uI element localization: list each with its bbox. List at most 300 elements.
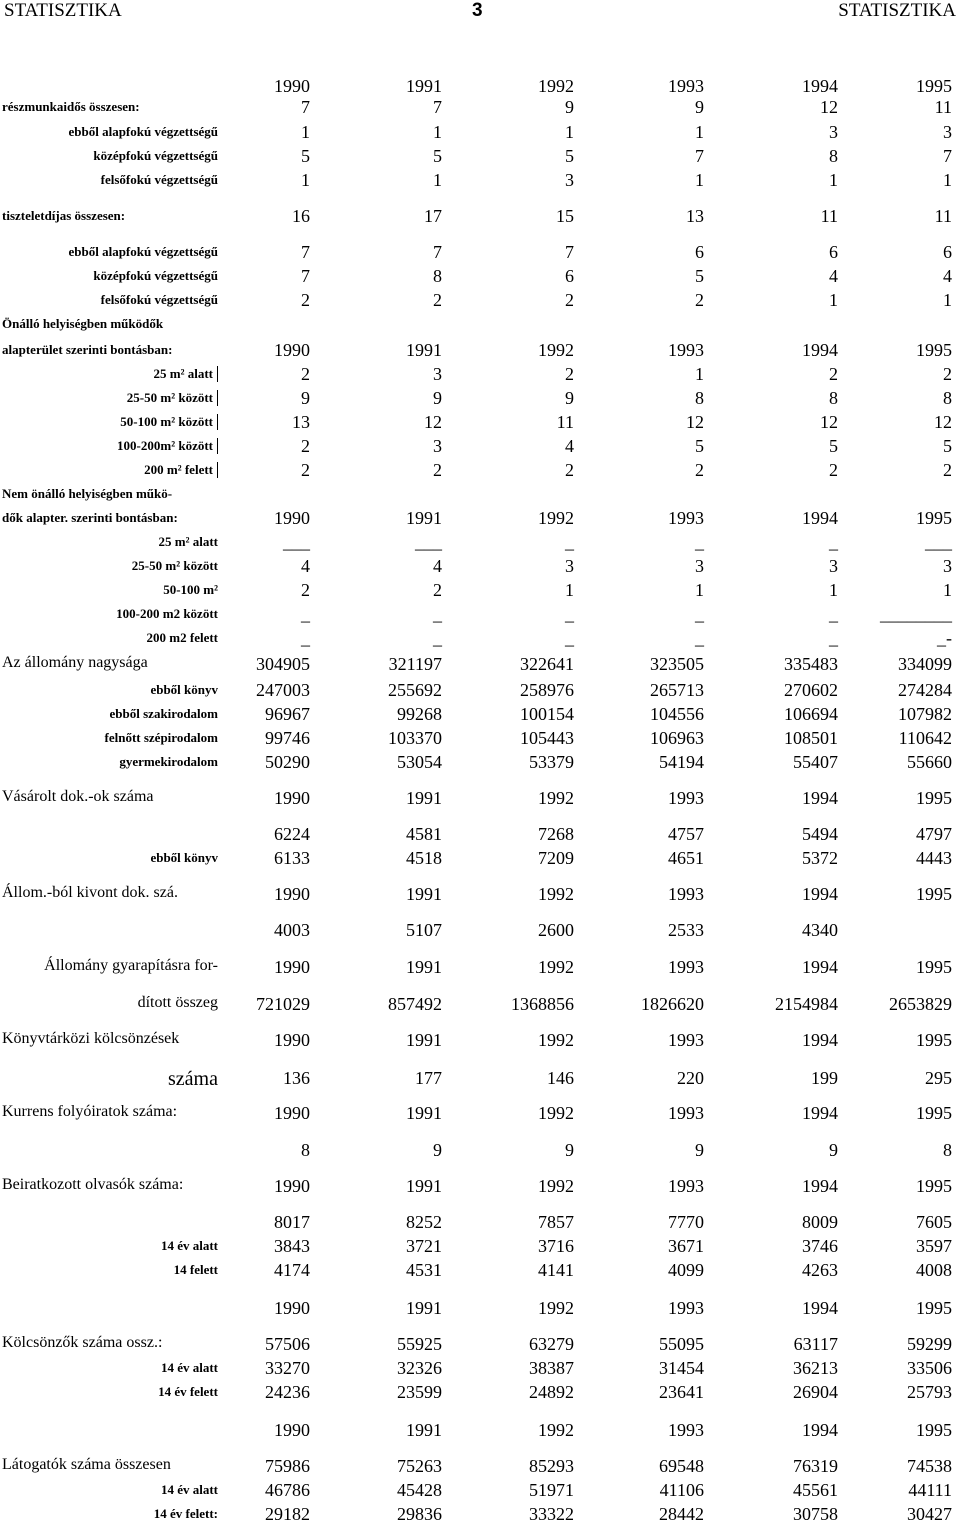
cell-5: 63117 (793, 1334, 838, 1354)
cell-4: 1 (695, 170, 704, 190)
row-label: 200 m2 felett (146, 630, 218, 645)
cell-3: 2 (565, 290, 574, 310)
cell-1: 1990 (274, 1030, 310, 1050)
cell-6: ___ (925, 532, 952, 552)
cell-1: 1990 (274, 340, 310, 360)
cell-4: 7 (695, 146, 704, 166)
table-row (0, 604, 960, 628)
cell-3: 24892 (529, 1382, 574, 1402)
cell-2: ___ (415, 532, 442, 552)
cell-4: 1 (695, 122, 704, 142)
cell-1: 2 (301, 580, 310, 600)
cell-1: 2 (301, 290, 310, 310)
cell-4: 1 (695, 364, 704, 384)
cell-2: 1 (433, 122, 442, 142)
cell-5: 1994 (802, 340, 838, 360)
cell-5: 5372 (802, 848, 838, 868)
cell-5: 36213 (793, 1358, 838, 1378)
cell-3: 1992 (538, 884, 574, 904)
cell-4: _ (695, 532, 704, 552)
row-label: részmunkaidős összesen: (2, 99, 140, 114)
row-label: 50-100 m² között (120, 414, 218, 430)
cell-6: 1995 (916, 1103, 952, 1123)
cell-1: 7 (301, 97, 310, 117)
cell-1: 6224 (274, 824, 310, 844)
table-row (0, 290, 960, 314)
cell-3: 1992 (538, 508, 574, 528)
table-row (0, 752, 960, 776)
cell-4: 4757 (668, 824, 704, 844)
cell-2: 5 (433, 146, 442, 166)
table-row (0, 1236, 960, 1260)
cell-4: 4099 (668, 1260, 704, 1280)
cell-6: ________ (880, 604, 952, 624)
table-row (0, 242, 960, 266)
table-row (0, 436, 960, 460)
cell-2: 103370 (388, 728, 442, 748)
cell-4: 28442 (659, 1504, 704, 1524)
cell-6: 5 (943, 436, 952, 456)
cell-3: 1992 (538, 1030, 574, 1050)
cell-3: 5 (565, 146, 574, 166)
cell-3: 100154 (520, 704, 574, 724)
table-row (0, 654, 960, 678)
cell-4: 54194 (659, 752, 704, 772)
cell-4: 323505 (650, 654, 704, 674)
cell-5: 5 (829, 436, 838, 456)
cell-3: 258976 (520, 680, 574, 700)
cell-1: 247003 (256, 680, 310, 700)
cell-6: 1995 (916, 1176, 952, 1196)
row-label: 25-50 m² között (127, 390, 218, 406)
cell-6: 11 (934, 97, 952, 117)
cell-5: 30758 (793, 1504, 838, 1524)
cell-5: 1994 (802, 1030, 838, 1050)
cell-6: 334099 (898, 654, 952, 674)
cell-2: 1991 (406, 1030, 442, 1050)
table-row (0, 1358, 960, 1382)
cell-1: 1 (301, 170, 310, 190)
table-row (0, 206, 960, 230)
cell-6: 44111 (908, 1480, 952, 1500)
row-label: gyermekirodalom (119, 754, 218, 769)
cell-3: 7 (565, 242, 574, 262)
cell-5: 1994 (802, 1103, 838, 1123)
row-label: Nem önálló helyiségben műkö- (2, 486, 173, 501)
cell-4: 41106 (659, 1480, 704, 1500)
cell-6: _- (937, 628, 952, 648)
cell-1: 46786 (265, 1480, 310, 1500)
table-row (0, 1260, 960, 1284)
table-row (0, 314, 960, 338)
cell-3: 3 (565, 170, 574, 190)
cell-6: 1995 (916, 1420, 952, 1440)
cell-2: _ (433, 628, 442, 648)
row-label: Az állomány nagysága (2, 654, 148, 671)
cell-5: 12 (820, 97, 838, 117)
cell-1: 24236 (265, 1382, 310, 1402)
cell-6: 2653829 (889, 994, 952, 1014)
cell-1: 1990 (274, 76, 310, 96)
cell-6: 2 (943, 364, 952, 384)
cell-3: 1 (565, 580, 574, 600)
cell-3: 33322 (529, 1504, 574, 1524)
cell-5: 11 (820, 206, 838, 226)
cell-6: 1995 (916, 508, 952, 528)
cell-3: 2 (565, 460, 574, 480)
table-row (0, 1456, 960, 1480)
table-row (0, 266, 960, 290)
row-label: felnőtt szépirodalom (104, 730, 218, 745)
cell-6: 59299 (907, 1334, 952, 1354)
cell-1: 5 (301, 146, 310, 166)
cell-4: 1993 (668, 1176, 704, 1196)
cell-2: 4581 (406, 824, 442, 844)
cell-4: 1826620 (641, 994, 704, 1014)
cell-5: 1 (829, 170, 838, 190)
cell-6: 3597 (916, 1236, 952, 1256)
row-label: ebből alapfokú végzettségű (68, 244, 218, 259)
row-label: 100-200m² között (117, 438, 218, 454)
cell-2: 1991 (406, 1103, 442, 1123)
cell-6: 11 (934, 206, 952, 226)
cell-2: 9 (433, 388, 442, 408)
cell-2: 2 (433, 580, 442, 600)
cell-1: 1990 (274, 1176, 310, 1196)
cell-3: 1992 (538, 1298, 574, 1318)
cell-4: 6 (695, 242, 704, 262)
cell-1: 2 (301, 436, 310, 456)
cell-4: 5 (695, 266, 704, 286)
cell-6: 1995 (916, 884, 952, 904)
cell-4: 1993 (668, 76, 704, 96)
table-row (0, 1420, 960, 1444)
cell-1: 29182 (265, 1504, 310, 1524)
cell-2: 1991 (406, 340, 442, 360)
cell-5: 1994 (802, 884, 838, 904)
cell-3: 63279 (529, 1334, 574, 1354)
cell-5: 3 (829, 556, 838, 576)
cell-5: 3746 (802, 1236, 838, 1256)
cell-6: 4443 (916, 848, 952, 868)
cell-2: 23599 (397, 1382, 442, 1402)
cell-3: 4141 (538, 1260, 574, 1280)
cell-2: _ (433, 604, 442, 624)
cell-1: 304905 (256, 654, 310, 674)
cell-2: 55925 (397, 1334, 442, 1354)
table-row (0, 364, 960, 388)
cell-4: 1993 (668, 957, 704, 977)
cell-5: 1 (829, 290, 838, 310)
table-row (0, 388, 960, 412)
cell-2: 1991 (406, 1176, 442, 1196)
cell-2: 255692 (388, 680, 442, 700)
cell-5: _ (829, 532, 838, 552)
cell-3: 1 (565, 122, 574, 142)
cell-4: 1993 (668, 508, 704, 528)
row-label: középfokú végzettségű (93, 148, 218, 163)
cell-5: 2154984 (775, 994, 838, 1014)
cell-3: 1992 (538, 76, 574, 96)
row-label: ebből könyv (150, 850, 218, 865)
table-row (0, 1176, 960, 1200)
cell-6: 1 (943, 170, 952, 190)
cell-2: 1991 (406, 508, 442, 528)
cell-4: 55095 (659, 1334, 704, 1354)
cell-6: 8 (943, 1140, 952, 1160)
cell-5: 8 (829, 146, 838, 166)
cell-3: 1992 (538, 957, 574, 977)
table-row (0, 146, 960, 170)
cell-5: 1994 (802, 1176, 838, 1196)
cell-4: 9 (695, 1140, 704, 1160)
row-label: Látogatók száma összesen (2, 1456, 171, 1473)
row-label: felsőfokú végzettségű (100, 292, 218, 307)
cell-3: 38387 (529, 1358, 574, 1378)
cell-4: _ (695, 604, 704, 624)
cell-6: 33506 (907, 1358, 952, 1378)
cell-5: _ (829, 604, 838, 624)
cell-6: 25793 (907, 1382, 952, 1402)
cell-3: 322641 (520, 654, 574, 674)
cell-3: 1992 (538, 340, 574, 360)
cell-5: 8009 (802, 1212, 838, 1232)
cell-2: 1991 (406, 1298, 442, 1318)
row-label: Könyvtárközi kölcsönzések (2, 1030, 180, 1047)
cell-1: 136 (283, 1068, 310, 1088)
table-row (0, 1068, 960, 1092)
row-label: középfokú végzettségű (93, 268, 218, 283)
cell-1: 1990 (274, 1298, 310, 1318)
cell-5: 106694 (784, 704, 838, 724)
cell-1: 57506 (265, 1334, 310, 1354)
cell-3: _ (565, 604, 574, 624)
cell-3: 1992 (538, 788, 574, 808)
cell-6: 2 (943, 460, 952, 480)
cell-6: 1995 (916, 1298, 952, 1318)
cell-3: 4 (565, 436, 574, 456)
row-label: ebből szakirodalom (109, 706, 218, 721)
row-label: Állomány gyarapításra for- (44, 957, 218, 974)
cell-2: 321197 (388, 654, 442, 674)
cell-6: 30427 (907, 1504, 952, 1524)
table-row (0, 1030, 960, 1054)
table-row (0, 170, 960, 194)
cell-5: 1994 (802, 76, 838, 96)
row-label: alapterület szerinti bontásban: (2, 342, 173, 357)
table-row (0, 848, 960, 872)
cell-2: 3 (433, 436, 442, 456)
cell-4: 220 (677, 1068, 704, 1088)
cell-5: 6 (829, 242, 838, 262)
cell-5: 3 (829, 122, 838, 142)
cell-5: 4263 (802, 1260, 838, 1280)
table-row (0, 884, 960, 908)
row-label: száma (168, 1068, 218, 1090)
cell-2: 3 (433, 364, 442, 384)
table-row (0, 704, 960, 728)
cell-5: 2 (829, 364, 838, 384)
cell-4: _ (695, 628, 704, 648)
row-label: Beiratkozott olvasók száma: (2, 1176, 184, 1193)
cell-2: 177 (415, 1068, 442, 1088)
cell-2: 4531 (406, 1260, 442, 1280)
cell-5: 1994 (802, 508, 838, 528)
row-label: Kölcsönzők száma ossz.: (2, 1334, 163, 1351)
cell-2: 9 (433, 1140, 442, 1160)
cell-1: 1990 (274, 1103, 310, 1123)
row-label: 50-100 m² (163, 582, 218, 597)
cell-5: 199 (811, 1068, 838, 1088)
table-row (0, 1504, 960, 1528)
cell-1: 96967 (265, 704, 310, 724)
cell-3: 105443 (520, 728, 574, 748)
cell-2: 857492 (388, 994, 442, 1014)
cell-4: 265713 (650, 680, 704, 700)
row-label: 25 m² alatt (158, 534, 218, 549)
cell-6: 4008 (916, 1260, 952, 1280)
cell-1: 99746 (265, 728, 310, 748)
cell-3: 2 (565, 364, 574, 384)
cell-4: 1993 (668, 1420, 704, 1440)
row-label: Állom.-ból kivont dok. szá. (2, 884, 178, 901)
cell-6: 1995 (916, 1030, 952, 1050)
cell-4: 2 (695, 460, 704, 480)
cell-5: 5494 (802, 824, 838, 844)
cell-2: 99268 (397, 704, 442, 724)
cell-5: 9 (829, 1140, 838, 1160)
cell-1: 721029 (256, 994, 310, 1014)
cell-1: 1990 (274, 957, 310, 977)
cell-6: 7605 (916, 1212, 952, 1232)
cell-6: 1995 (916, 76, 952, 96)
table-row (0, 957, 960, 981)
cell-3: 9 (565, 97, 574, 117)
cell-1: 1990 (274, 788, 310, 808)
cell-1: 7 (301, 266, 310, 286)
cell-4: 106963 (650, 728, 704, 748)
table-row (0, 788, 960, 812)
cell-2: 1991 (406, 76, 442, 96)
cell-4: 1993 (668, 884, 704, 904)
cell-6: 1995 (916, 957, 952, 977)
cell-2: 45428 (397, 1480, 442, 1500)
row-label: dított összeg (137, 994, 218, 1011)
cell-1: 8017 (274, 1212, 310, 1232)
cell-4: 31454 (659, 1358, 704, 1378)
cell-1: 4003 (274, 920, 310, 940)
cell-6: 8 (943, 388, 952, 408)
cell-3: 1992 (538, 1103, 574, 1123)
row-label: 14 év alatt (160, 1360, 218, 1375)
cell-1: 7 (301, 242, 310, 262)
cell-1: 9 (301, 388, 310, 408)
cell-6: 110642 (898, 728, 952, 748)
cell-2: 32326 (397, 1358, 442, 1378)
cell-2: 1991 (406, 884, 442, 904)
cell-2: 29836 (397, 1504, 442, 1524)
cell-6: 74538 (907, 1456, 952, 1476)
cell-3: 1992 (538, 1420, 574, 1440)
cell-2: 8252 (406, 1212, 442, 1232)
table-row (0, 1103, 960, 1127)
cell-5: 45561 (793, 1480, 838, 1500)
cell-5: 1994 (802, 1298, 838, 1318)
cell-5: 12 (820, 412, 838, 432)
cell-3: 15 (556, 206, 574, 226)
cell-6: 6 (943, 242, 952, 262)
table-row (0, 1140, 960, 1164)
cell-6: 1995 (916, 340, 952, 360)
table-row (0, 1480, 960, 1504)
cell-6: 7 (943, 146, 952, 166)
cell-3: 53379 (529, 752, 574, 772)
table-row (0, 532, 960, 556)
cell-4: 2 (695, 290, 704, 310)
row-label: 14 felett (173, 1262, 218, 1277)
table-row (0, 1382, 960, 1406)
cell-6: 4 (943, 266, 952, 286)
table-row (0, 556, 960, 580)
cell-5: 55407 (793, 752, 838, 772)
cell-4: 3 (695, 556, 704, 576)
table-row (0, 680, 960, 704)
cell-2: 4 (433, 556, 442, 576)
cell-5: 4340 (802, 920, 838, 940)
cell-2: 75263 (397, 1456, 442, 1476)
cell-3: _ (565, 532, 574, 552)
cell-3: 7209 (538, 848, 574, 868)
cell-4: 5 (695, 436, 704, 456)
table-row (0, 1212, 960, 1236)
cell-5: 4 (829, 266, 838, 286)
cell-1: 3843 (274, 1236, 310, 1256)
cell-3: 2600 (538, 920, 574, 940)
cell-1: _ (301, 604, 310, 624)
cell-1: 13 (292, 412, 310, 432)
cell-4: 12 (686, 412, 704, 432)
cell-1: 75986 (265, 1456, 310, 1476)
cell-4: 1993 (668, 788, 704, 808)
cell-3: 9 (565, 1140, 574, 1160)
row-label: Önálló helyiségben működők (2, 316, 164, 331)
table-row (0, 460, 960, 484)
cell-4: 4651 (668, 848, 704, 868)
cell-5: 270602 (784, 680, 838, 700)
cell-3: 3716 (538, 1236, 574, 1256)
cell-4: 1993 (668, 1298, 704, 1318)
cell-4: 9 (695, 97, 704, 117)
table-row (0, 628, 960, 652)
cell-5: 76319 (793, 1456, 838, 1476)
cell-3: 51971 (529, 1480, 574, 1500)
cell-6: 295 (925, 1068, 952, 1088)
cell-3: 85293 (529, 1456, 574, 1476)
cell-3: 1992 (538, 1176, 574, 1196)
row-label: 14 év felett (158, 1384, 218, 1399)
cell-1: 8 (301, 1140, 310, 1160)
cell-2: 7 (433, 97, 442, 117)
cell-1: 2 (301, 460, 310, 480)
cell-4: 2533 (668, 920, 704, 940)
cell-4: 23641 (659, 1382, 704, 1402)
row-label: 25 m² alatt (154, 366, 219, 382)
cell-3: 146 (547, 1068, 574, 1088)
cell-6: 1 (943, 290, 952, 310)
table-row (0, 728, 960, 752)
header-left: STATISZTIKA (4, 0, 122, 21)
cell-4: 3671 (668, 1236, 704, 1256)
